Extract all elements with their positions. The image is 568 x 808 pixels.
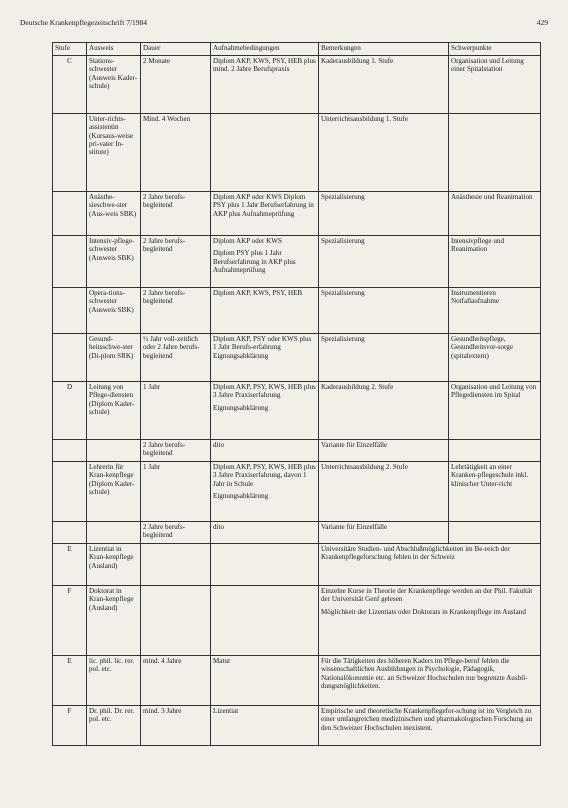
cell-bemerkungen: Universitäre Studien- und Abschlußmöglichkeiten im Be-reich der Krankenpflegeforschung fehlen in der Schweiz [319,544,541,586]
cell-ausweis: Dr. phil. Dr. rer. pol. etc. [87,706,141,746]
cell-aufnahme: Diplom AKP oder KWS Diplom PSY plus 1 Jahr Berufserfahrung in AKP plus Aufnahmeprüfung [211,192,319,236]
cell-ausweis: Gesund-heitsschwe-ster (Di-plom SRK) [87,334,141,382]
table-row [53,656,541,706]
table-row [53,56,541,114]
cell-bemerkungen: Empirische und theoretische Krankenpflegefor-schung ist im Vergleich zu einer umfangreichen medizinischen und pharmakologischen Forschung an den Schweizer Hochschulen inexistent. [319,706,541,746]
cell-aufnahme-line: Diplom AKP, PSY oder KWS plus 1 Jahr Berufs-erfahrung [213,335,312,352]
cell-schwerpunkte: Organisation und Leitung von Pflegediensten im Spital [449,382,541,440]
cell-ausweis: Stations-schwester (Ausweis Kader-schule) [87,56,141,114]
cell-ausweis [87,440,141,462]
cell-schwerpunkte [449,440,541,462]
cell-dauer: 2 Jahre berufs-begleitend [141,522,211,544]
cell-ausweis: Anästhe-sieschwe-ster (Aus-weis SBK) [87,192,141,236]
cell-stufe: E [53,656,87,706]
cell-aufnahme-line: Eignungsabklärung [213,403,269,412]
cell-stufe [53,236,87,288]
cell-dauer: Mind. 4 Wochen [141,114,211,192]
cell-stufe: F [53,706,87,746]
cell-stufe: F [53,586,87,656]
cell-bemerkungen: Variante für Einzelfälle [319,522,449,544]
page-header [20,18,548,32]
cell-aufnahme: Diplom AKP, KWS, PSY, HEB [211,288,319,334]
cell-dauer: 2 Jahre berufs-begleitend [141,288,211,334]
cell-aufnahme-line: Diplom AKP, PSY, KWS, HEB plus 3 Jahre Praxiserfahrung, davon 1 Jahr in Schule [213,463,316,488]
cell-dauer: ½ Jahr voll-zeitlich oder 2 Jahre berufs-begleitend [141,334,211,382]
cell-aufnahme [211,586,319,656]
cell-ausweis: Intensiv-pflege-schwester (Ausweis SBK) [87,236,141,288]
cell-dauer: 1 Jahr [141,382,211,440]
cell-dauer: 2 Jahre berufs-begleitend [141,236,211,288]
cell-ausweis: Doktorat in Kran-kenpflege (Ausland) [87,586,141,656]
cell-aufnahme-multi [211,462,319,522]
cell-stufe [53,440,87,462]
cell-schwerpunkte: Gesundheitspflege, Gesundheitsvor-sorge (spitalextern) [449,334,541,382]
table-row [53,462,541,522]
cell-bemerkungen: Kaderausbildung 2. Stufe [319,382,449,440]
cell-stufe: C [53,56,87,114]
cell-aufnahme-line: Diplom AKP oder KWS [213,237,282,245]
cell-schwerpunkte [449,522,541,544]
cell-aufnahme-multi [211,334,319,382]
cell-aufnahme-line: Diplom AKP, PSY, KWS, HEB plus 3 Jahre Praxiserfahrung [213,383,316,400]
cell-bemerkungen: Für die Tätigkeiten des höheren Kaders im Pflege-beruf fehlen die wissenschaftlichen Ausbildungen in Psychologie, Pädagogik, Nationalökonomie etc. an Schweizer Hochschulen nur begrenzte Ausbil-dungsmöglichkeiten. [319,656,541,706]
cell-schwerpunkte: Intensivpflege und Reanimation [449,236,541,288]
education-table-container [52,42,540,802]
cell-aufnahme-multi [211,382,319,440]
cell-ausweis: Unter-richts-assistentin (Kursaus-weise pri-vater In-stitute) [87,114,141,192]
table-row [53,236,541,288]
cell-aufnahme: dito [211,440,319,462]
journal-title: Deutsche Krankenpflegezeitschrift 7/1984 [20,18,148,27]
cell-ausweis: Leitung von Pflege-diensten (Diplom Kader-schule) [87,382,141,440]
cell-dauer [141,544,211,586]
cell-schwerpunkte: Lehrtätigkeit an einer Kranken-pflegeschule inkl. klinischer Unter-richt [449,462,541,522]
cell-stufe [53,462,87,522]
cell-bemerkungen: Spezialisierung [319,192,449,236]
col-header-aufnahme: Aufnahmebedingungen [211,43,319,56]
col-header-ausweis: Ausweis [87,43,141,56]
col-header-bemerkungen: Bemerkungen [319,43,449,56]
cell-schwerpunkte: Instrumentieren Notfallaufnahme [449,288,541,334]
col-header-stufe: Stufe [53,43,87,56]
table-row [53,288,541,334]
cell-dauer: mind. 4 Jahre [141,656,211,706]
table-row [53,334,541,382]
cell-aufnahme [211,544,319,586]
cell-bemerkungen: Spezialisierung [319,236,449,288]
cell-dauer: mind. 3 Jahre [141,706,211,746]
table-row [53,440,541,462]
cell-bemerkungen: Kaderausbildung 1. Stufe [319,56,449,114]
cell-dauer: 2 Jahre berufs-begleitend [141,192,211,236]
cell-schwerpunkte [449,114,541,192]
cell-ausweis: lic. phil. lic. rer. pol. etc. [87,656,141,706]
education-table [52,42,541,746]
table-row [53,586,541,656]
page-number: 429 [536,18,548,27]
cell-bemerkungen-line: Einzelne Kurse in Theorie der Krankenpflege werden an der Phil. Fakultät der Universität Genf gelesen [321,587,533,604]
cell-aufnahme-line: Eignungsabklärung [213,492,269,501]
cell-stufe: E [53,544,87,586]
cell-ausweis: Lizentiat in Kran-kenpflege (Ausland) [87,544,141,586]
cell-schwerpunkte: Anästhesie und Reanimation [449,192,541,236]
table-row [53,522,541,544]
table-row [53,192,541,236]
cell-bemerkungen-line: Möglichkeit der Lizentiats oder Doktorats in Krankenpflege im Ausland [321,607,526,616]
cell-aufnahme: Lizentiat [211,706,319,746]
cell-dauer: 2 Monate [141,56,211,114]
cell-bemerkungen: Spezialisierung [319,334,449,382]
cell-stufe: D [53,382,87,440]
cell-aufnahme: Matur [211,656,319,706]
cell-dauer: 2 Jahre berufs-begleitend [141,440,211,462]
cell-aufnahme: dito [211,522,319,544]
cell-stufe [53,334,87,382]
table-row [53,706,541,746]
cell-bemerkungen: Unterrichtsausbildung 1. Stufe [319,114,449,192]
table-header-row [53,43,541,56]
cell-ausweis [87,522,141,544]
table-row [53,114,541,192]
cell-bemerkungen: Variante für Einzelfälle [319,440,449,462]
cell-dauer [141,586,211,656]
cell-aufnahme: Diplom AKP, KWS, PSY, HEB plus mind. 2 Jahre Berufspraxis [211,56,319,114]
cell-stufe [53,192,87,236]
col-header-schwerpunkte: Schwerpunkte [449,43,541,56]
cell-aufnahme-line: Eignungsabklärung [213,351,269,360]
cell-dauer: 1 Jahr [141,462,211,522]
table-row [53,382,541,440]
table-row [53,544,541,586]
cell-bemerkungen-multi [319,586,541,656]
cell-bemerkungen: Unterrichtsausbildung 2. Stufe [319,462,449,522]
cell-stufe [53,114,87,192]
cell-bemerkungen: Spezialisierung [319,288,449,334]
cell-schwerpunkte: Organisation und Leitung einer Spitalstation [449,56,541,114]
cell-ausweis: Lehrerin für Kran-kenpflege (Diplom Kader-schule) [87,462,141,522]
col-header-dauer: Dauer [141,43,211,56]
cell-ausweis: Opera-tions-schwester (Ausweis SBK) [87,288,141,334]
cell-aufnahme-line: Diplom PSY plus 1 Jahr Berufserfahrung in AKP plus Aufnahmeprüfung [213,249,296,275]
cell-aufnahme-multi [211,236,319,288]
cell-stufe [53,288,87,334]
cell-aufnahme [211,114,319,192]
cell-stufe [53,522,87,544]
